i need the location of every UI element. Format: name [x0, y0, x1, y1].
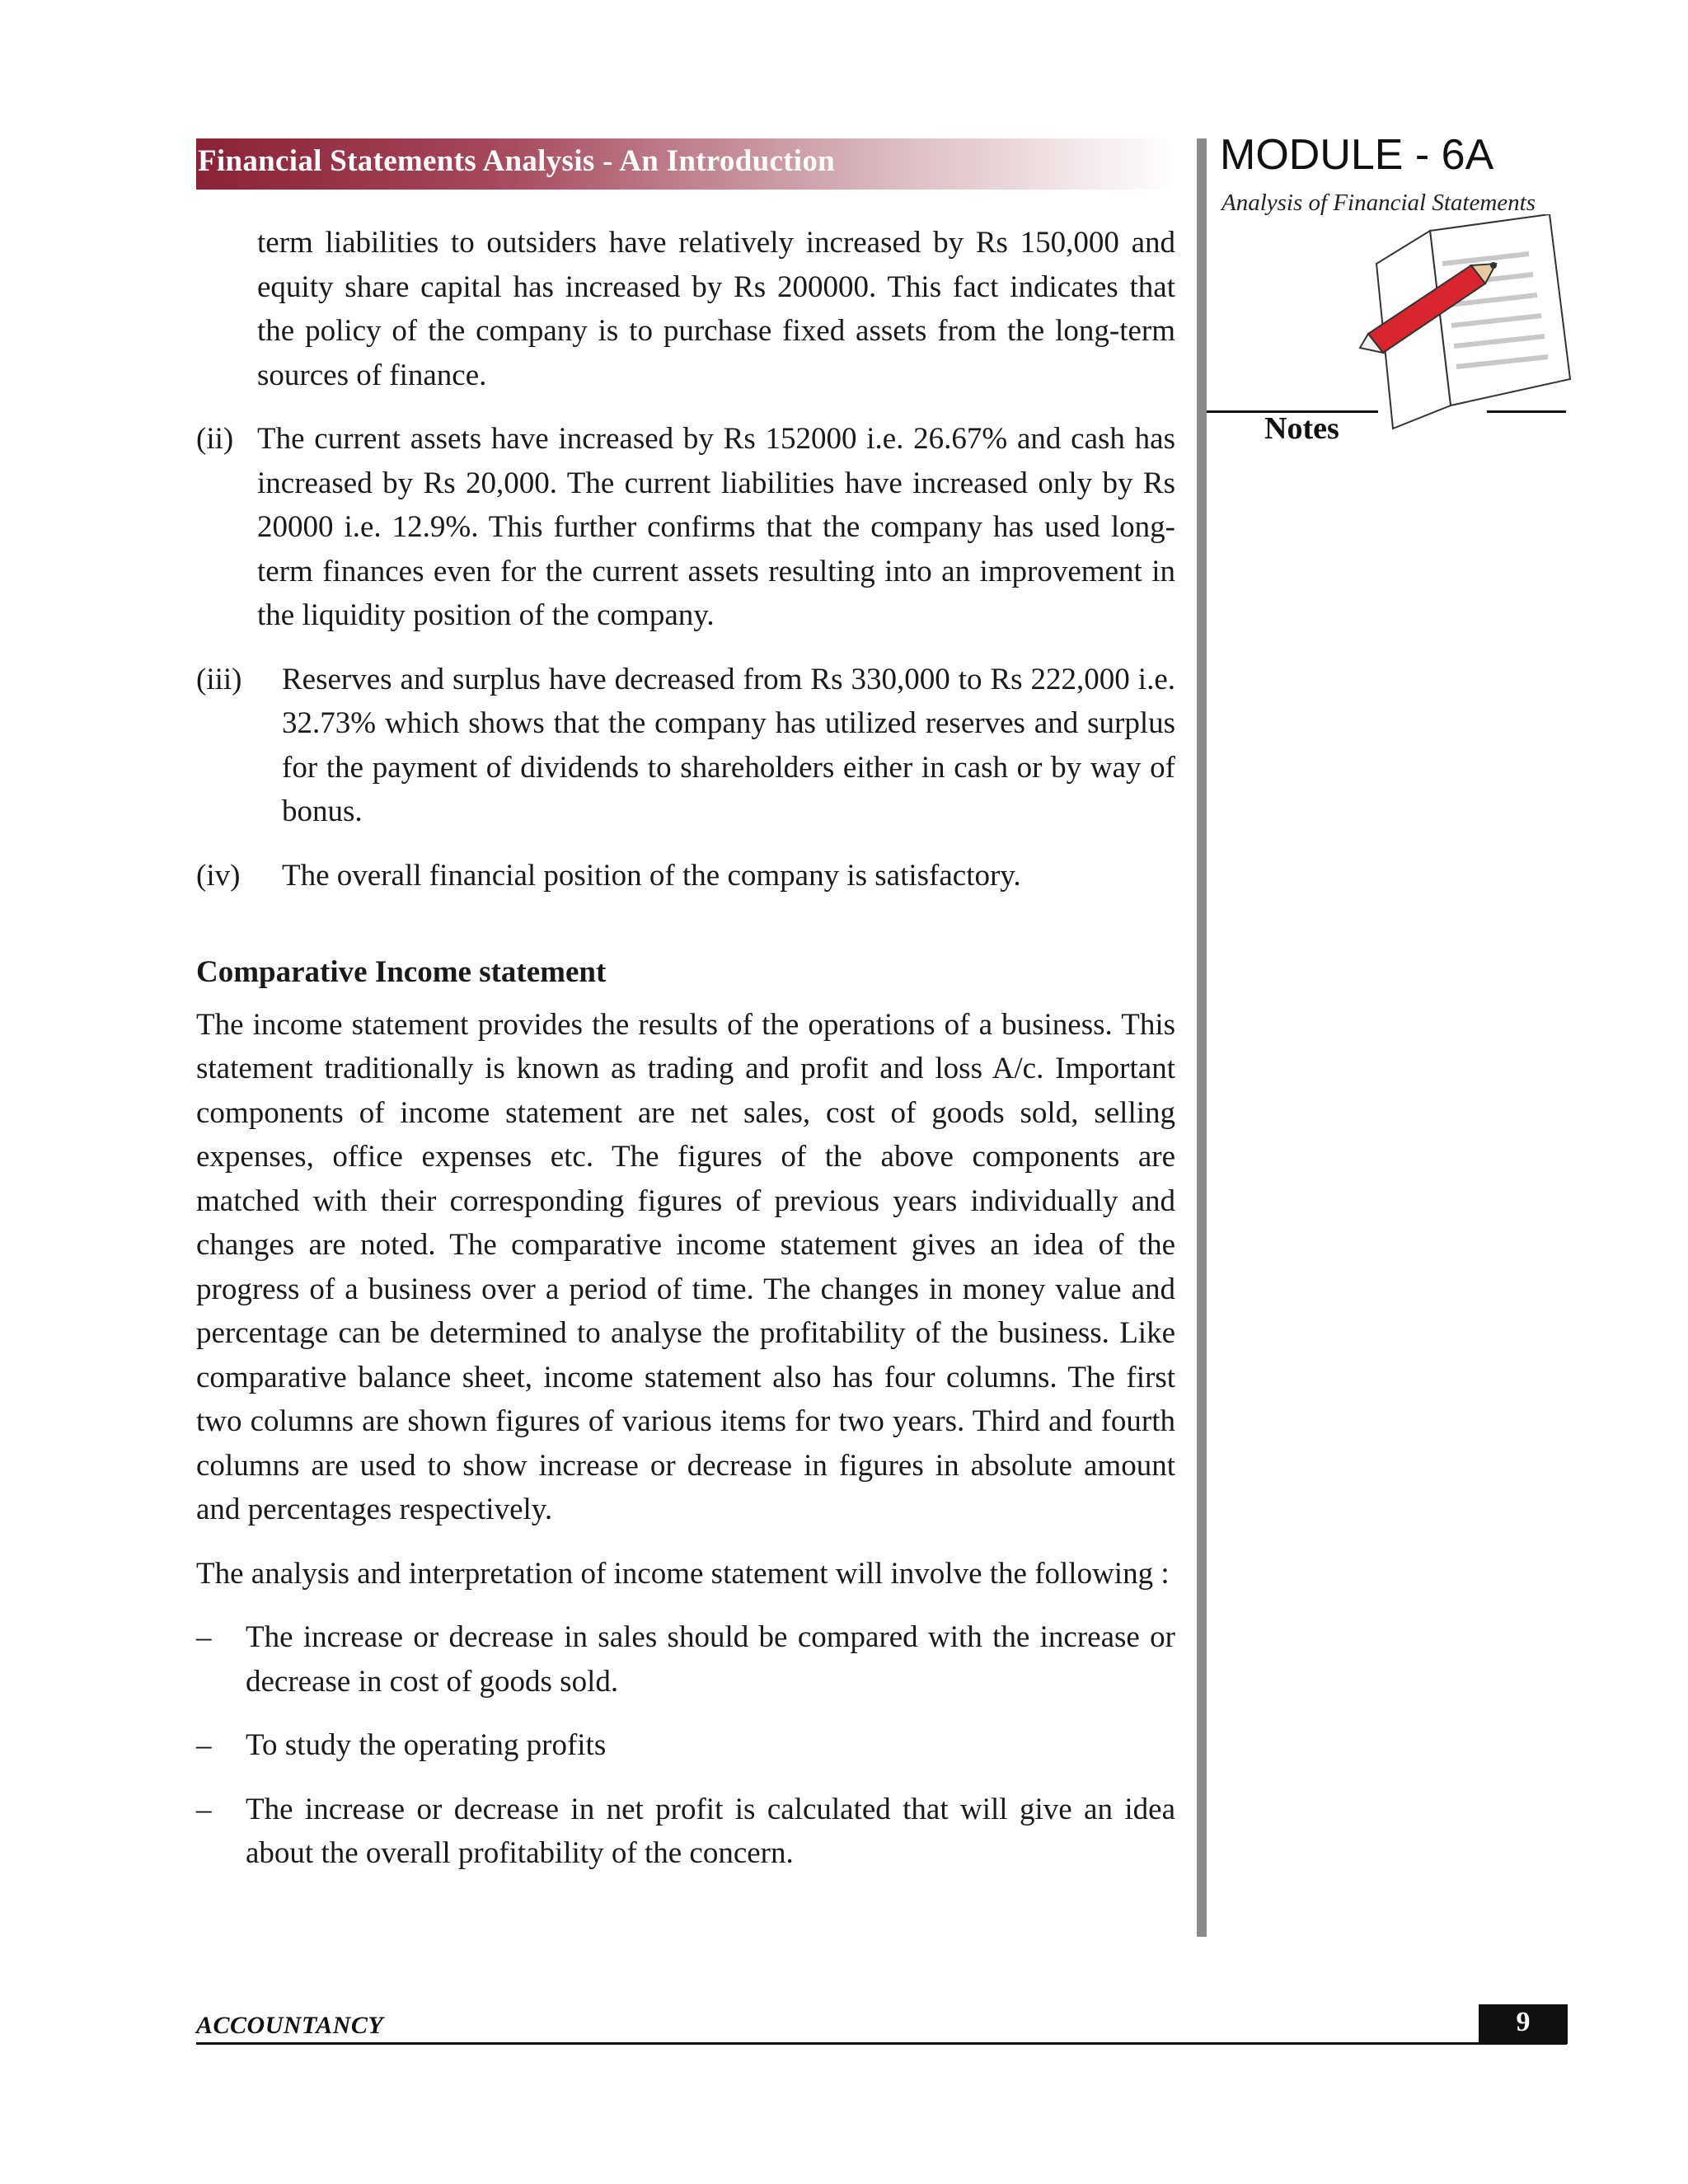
bullet-marker: –	[196, 1792, 212, 1826]
bullet-item	[196, 1788, 1175, 1876]
list-item	[196, 417, 1175, 638]
notepad-with-pencil-icon	[1352, 214, 1574, 437]
list-item-text: The overall financial position of the company is satisfactory.	[282, 858, 1021, 893]
list-item-number: (iv)	[196, 858, 241, 893]
bullet-text: The increase or decrease in sales should be compared with the increase or decrease in cost of goods sold.	[246, 1620, 1175, 1699]
footer-rule	[196, 2042, 1567, 2045]
section-heading: Comparative Income statement	[196, 955, 607, 989]
footer-subject: ACCOUNTANCY	[196, 2012, 384, 2039]
notes-label: Notes	[1264, 411, 1339, 446]
bullet-item	[196, 1723, 1175, 1768]
continuation-paragraph: term liabilities to outsiders have relatively increased by Rs 150,000 and equity share capital has increased by Rs 200000. This fact indicates that the policy of the company is to purchase fixed assets from the long-term sources of finance.	[257, 226, 1175, 392]
list-item	[196, 854, 1175, 898]
list-item-number: (iii)	[196, 662, 242, 696]
page-number: 9	[1479, 2004, 1568, 2044]
margin-divider	[1197, 138, 1207, 1937]
list-item-text: Reserves and surplus have decreased from Rs 330,000 to Rs 222,000 i.e. 32.73% which shows that the company has utilized reserves and surplus for the payment of dividends to shareholders either in cash or by way of bonus.	[282, 662, 1175, 828]
notes-rule-right	[1487, 410, 1566, 413]
list-item-number: (ii)	[196, 422, 234, 456]
bullet-marker: –	[196, 1620, 212, 1654]
running-title: Financial Statements Analysis - An Introduction	[198, 144, 836, 178]
body-paragraph: The income statement provides the results of the operations of a business. This statement traditionally is known as trading and profit and loss A/c. Important components of income statement are net sales, cost of goods sold, selling expenses, office expenses etc. The figures of the above components are matched with their corresponding figures of previous years individually and changes are noted. The comparative income statement gives an idea of the progress of a business over a period of time. The changes in money value and percentage can be determined to analyse the profitability of the business. Like comparative balance sheet, income statement also has four columns. The first two columns are shown figures of various items for two years. Third and fourth columns are used to show increase or decrease in figures in absolute amount and percentages respectively.	[196, 1007, 1175, 1526]
bullet-marker: –	[196, 1728, 212, 1762]
main-content	[196, 221, 1175, 1876]
bullet-item	[196, 1615, 1175, 1704]
bullet-text: The increase or decrease in net profit is calculated that will give an idea about the overall profitability of the concern.	[246, 1792, 1175, 1870]
list-item	[196, 658, 1175, 834]
module-title: MODULE - 6A	[1220, 131, 1494, 179]
body-paragraph: The analysis and interpretation of income statement will involve the following :	[196, 1556, 1170, 1591]
list-item-text: The current assets have increased by Rs 152000 i.e. 26.67% and cash has increased by Rs 20,000. The current liabilities have increased only by Rs 20000 i.e. 12.9%. This further confirms that the company has used long-term finances even for the current assets resulting into an improvement in the liquidity position of the company.	[257, 422, 1175, 632]
module-subtitle: Analysis of Financial Statements	[1221, 190, 1536, 216]
bullet-text: To study the operating profits	[246, 1728, 607, 1762]
